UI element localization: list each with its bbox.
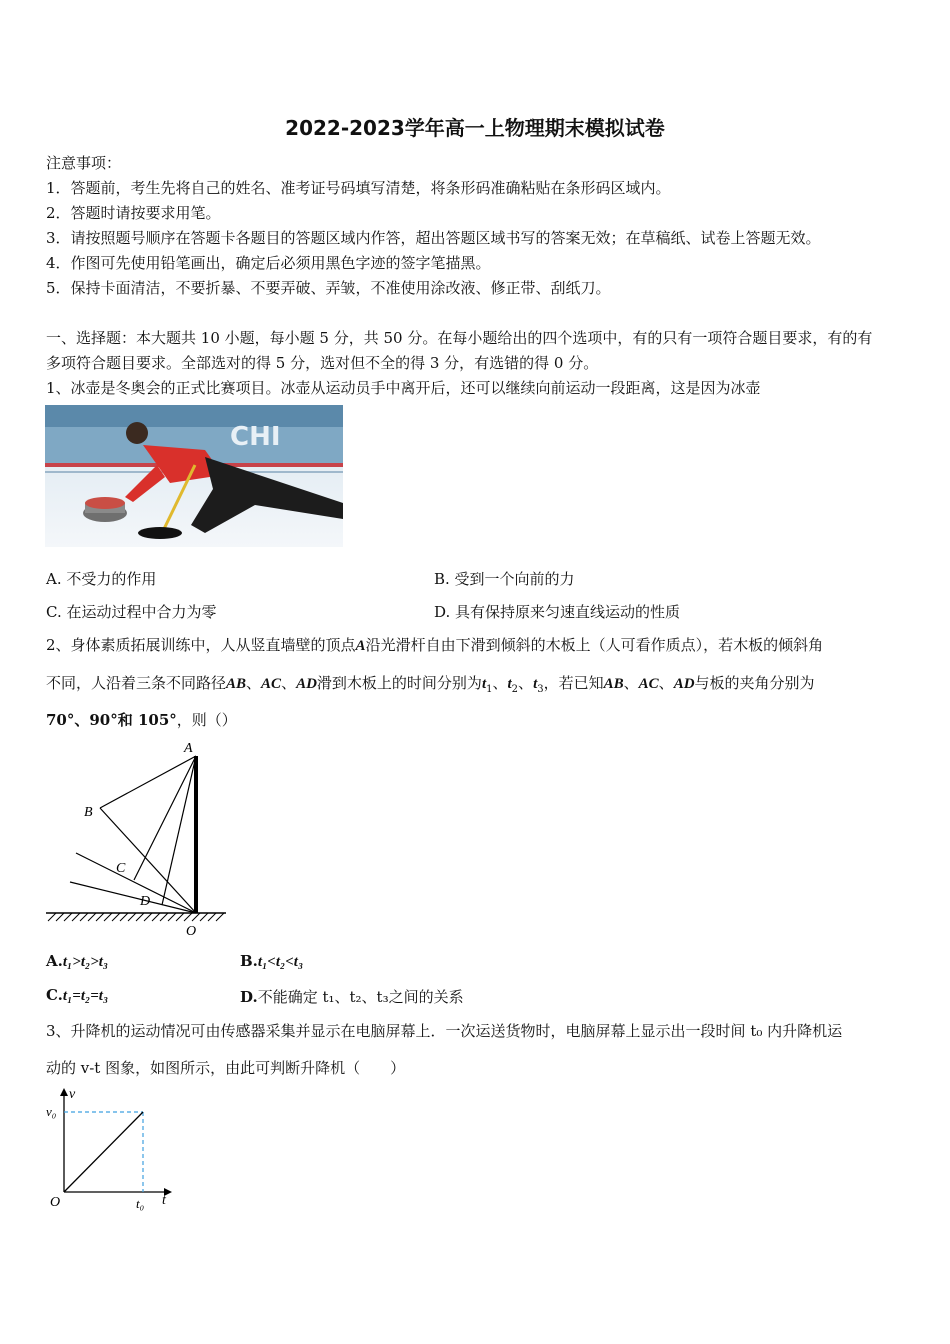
label-c: C (116, 861, 126, 876)
q1-option-a: A. 不受力的作用 (46, 570, 157, 588)
q2-option-d: D.不能确定 t₁、t₂、t₃之间的关系 (240, 988, 464, 1006)
notice-item: 2．答题时请按要求用笔。 (46, 204, 221, 222)
question-3-line2: 动的 v-t 图象，如图所示，由此可判断升降机（ ） (46, 1059, 406, 1077)
axis-label-t: t (162, 1193, 166, 1208)
section-intro-line2: 多项符合题目要求。全部选对的得 5 分，选对但不全的得 3 分，有选错的得 0 分。 (46, 354, 599, 372)
label-origin: O (50, 1195, 61, 1210)
notice-item: 1．答题前，考生先将自己的姓名、准考证号码填写清楚，将条形码准确粘贴在条形码区域内。 (46, 179, 671, 197)
notice-item: 3．请按照题号顺序在答题卡各题目的答题区域内作答，超出答题区域书写的答案无效；在草稿纸、试卷上答题无效。 (46, 229, 821, 247)
label-v0: v₀ (46, 1104, 57, 1119)
question-2-line3: 70°、90°和 105°，则（） (46, 711, 237, 729)
label-o: O (186, 924, 197, 939)
page-title: 2022-2023学年高一上物理期末模拟试卷 (285, 116, 665, 140)
section-intro-line1: 一、选择题：本大题共 10 小题，每小题 5 分，共 50 分。在每小题给出的四个选项中，有的只有一项符合题目要求，有的有 (46, 329, 873, 347)
wall-slide-diagram (44, 738, 234, 940)
notice-item: 4．作图可先使用铅笔画出，确定后必须用黑色字迹的签字笔描黑。 (46, 254, 491, 272)
curling-photo (45, 405, 343, 547)
q1-option-b: B. 受到一个向前的力 (434, 570, 575, 588)
notice-heading: 注意事项： (46, 154, 122, 172)
vt-graph (44, 1084, 180, 1214)
axis-label-v: v (69, 1087, 76, 1102)
q2-option-b: B.t₁<t₂<t₃ (240, 952, 304, 970)
label-b: B (84, 805, 93, 820)
question-1-stem: 1、冰壶是冬奥会的正式比赛项目。冰壶从运动员手中离开后，还可以继续向前运动一段距离，这是因为冰壶 (46, 379, 761, 397)
question-2-line1: 2、身体素质拓展训练中，人从竖直墙壁的顶点A沿光滑杆自由下滑到倾斜的木板上（人可看作质点），若木板的倾斜角 (46, 636, 824, 654)
label-d: D (140, 894, 151, 909)
label-a: A (184, 741, 193, 756)
q1-option-c: C. 在运动过程中合力为零 (46, 603, 217, 621)
question-3-line1: 3、升降机的运动情况可由传感器采集并显示在电脑屏幕上．一次运送货物时，电脑屏幕上显示出一段时间 t₀ 内升降机运 (46, 1022, 843, 1040)
question-2-line2: 不同，人沿着三条不同路径AB、AC、AD滑到木板上的时间分别为$t_1$、$t_2$、$t_3$，若已知AB、AC、AD与板的夹角分别为 (46, 674, 815, 695)
q2-option-c: C.t₁=t₂=t₃ (46, 986, 109, 1004)
q2-option-a: A.t₁>t₂>t₃ (46, 952, 109, 970)
notice-item: 5．保持卡面清洁，不要折暴、不要弄破、弄皱，不准使用涂改液、修正带、刮纸刀。 (46, 279, 611, 297)
q1-option-d: D. 具有保持原来匀速直线运动的性质 (434, 603, 681, 621)
svg-text:CHI: CHI (230, 422, 281, 452)
label-t0: t₀ (136, 1196, 145, 1211)
